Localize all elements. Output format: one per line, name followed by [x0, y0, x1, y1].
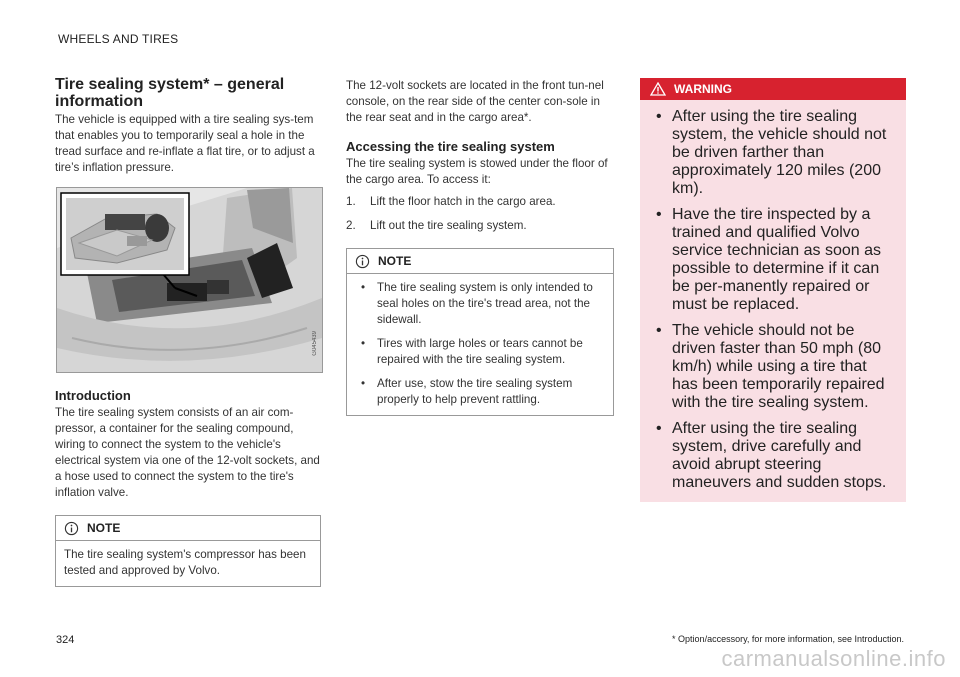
title-asterisk: *: [203, 76, 210, 93]
warning-list: [650, 108, 896, 492]
intro-paragraph: The vehicle is equipped with a tire sealing sys-tem that enables you to temporarily seal a hole in the tread surface and re-inflate a flat tire, or to adjust a tire’s inflation pressure.: [55, 113, 315, 174]
access-paragraph: The tire sealing system is stowed under the floor of the cargo area. To access it:: [346, 157, 608, 186]
info-icon: [64, 521, 79, 536]
title-tail: – general information: [55, 76, 285, 110]
warning-item: • After using the tire sealing system, drive carefully and avoid abrupt steering maneuvers and sudden stops.: [650, 420, 896, 492]
warning-box: [640, 78, 906, 502]
note-item: • Tires with large holes or tears cannot be repaired with the tire sealing system.: [355, 336, 605, 368]
note-item: • After use, stow the tire sealing system properly to help prevent rattling.: [355, 376, 605, 408]
section-title: WHEELS AND TIRES: [58, 32, 179, 46]
introduction-paragraph: The tire sealing system consists of an air com-pressor, a container for the sealing compound, wiring to connect the system to the vehicle's electrical system via one of the 12-volt sockets, and a hose used to connect the system to the tire's inflation valve.: [55, 406, 320, 499]
note-label: NOTE: [378, 254, 412, 268]
note-header: [347, 249, 613, 274]
page-number: 324: [56, 634, 75, 646]
warning-item: • The vehicle should not be driven faster than 50 mph (80 km/h) while using a tire that has been temporarily repaired with the tire sealing system.: [650, 322, 896, 412]
introduction-heading: Introduction: [55, 388, 131, 403]
page-title: [55, 76, 321, 110]
column-middle: [346, 78, 614, 416]
warning-label: WARNING: [674, 82, 732, 96]
note-header: [56, 516, 320, 541]
note-body: [56, 541, 320, 586]
column-left: [55, 76, 321, 176]
step-text: Lift out the tire sealing system.: [370, 219, 527, 232]
warning-item: • After using the tire sealing system, the vehicle should not be driven farther than approximately 120 miles (200 km).: [650, 108, 896, 198]
note-label: NOTE: [87, 521, 121, 535]
sockets-paragraph: The 12-volt sockets are located in the front tun-nel console, on the rear side of the center con-sole in the rear seat and in the cargo area*.: [346, 79, 604, 124]
access-heading: Accessing the tire sealing system: [346, 139, 555, 154]
step-number: 2.: [346, 219, 356, 232]
footnote: * Option/accessory, for more information, see Introduction.: [672, 634, 904, 644]
note-body: [347, 274, 613, 415]
warning-header: [640, 78, 906, 100]
note-text: The tire sealing system's compressor has been tested and approved by Volvo.: [64, 548, 306, 577]
warning-body: [640, 100, 906, 502]
title-main: Tire sealing system: [55, 76, 204, 93]
step-number: 1.: [346, 195, 356, 208]
access-steps: [346, 194, 614, 234]
info-icon: [355, 254, 370, 269]
watermark-text: carmanualsonline.info: [721, 646, 946, 671]
car-rear-illustration: [57, 188, 322, 372]
note-box-usage: [346, 248, 614, 416]
warning-triangle-icon: [650, 82, 666, 96]
warning-item: • Have the tire inspected by a trained and qualified Volvo service technician as soon as possible to determine if it can be per-manently repaired or must be replaced.: [650, 206, 896, 314]
step-text: Lift the floor hatch in the cargo area.: [370, 195, 556, 208]
note-box-compressor: [55, 515, 321, 587]
step-item: [346, 194, 614, 210]
step-item: [346, 218, 614, 234]
note-item: • The tire sealing system is only intended to seal holes on the tire's tread area, not the sidewall.: [355, 280, 605, 328]
note-list: [355, 280, 605, 408]
cargo-area-illustration: [56, 187, 323, 373]
introduction-section: [55, 388, 321, 587]
figure-code: G045439: [312, 331, 318, 356]
